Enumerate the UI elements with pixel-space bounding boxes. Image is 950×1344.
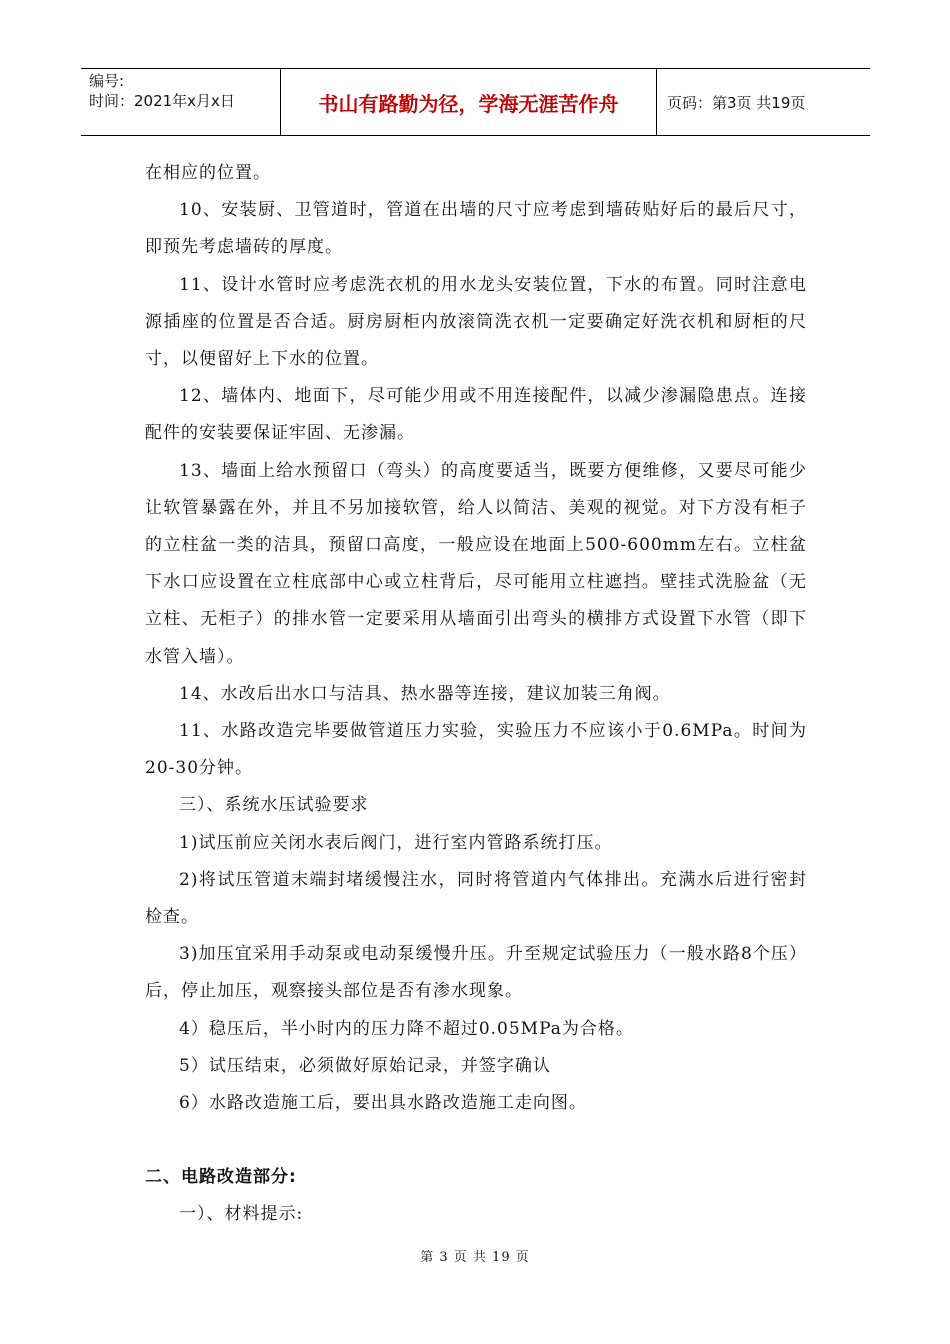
paragraph: 5）试压结束，必须做好原始记录，并签字确认: [179, 1055, 551, 1076]
paragraph: 11、水路改造完毕要做管道压力实验，实验压力不应该小于0.6MPa。时间为20-30分钟。: [145, 721, 807, 779]
page-footer: 第 3 页 共 19 页: [420, 1250, 530, 1265]
paragraph: 2)将试压管道末端封堵缓慢注水，同时将管道内气体排出。充满水后进行密封检查。: [145, 869, 807, 928]
paragraph: 10、安装厨、卫管道时，管道在出墙的尺寸应考虑到墙砖贴好后的最后尺寸，即预先考虑墙砖的厚度。: [145, 200, 807, 258]
header-meta: [81, 69, 281, 135]
document-date: 时间：2021年x月x日: [89, 92, 235, 110]
paragraph: 1)试压前应关闭水表后阀门，进行室内管路系统打压。: [179, 832, 613, 853]
paragraph: 6）水路改造施工后，要出具水路改造施工走向图。: [179, 1093, 587, 1114]
paragraph: 3)加压宜采用手动泵或电动泵缓慢升压。升至规定试验压力（一般水路8个压）后，停止加压，观察接头部位是否有渗水现象。: [145, 944, 807, 1002]
header-page-code: 页码：第3页 共19页: [667, 93, 806, 112]
paragraph: 11、设计水管时应考虑洗衣机的用水龙头安装位置，下水的布置。同时注意电源插座的位置是否合适。厨房厨柜内放滚筒洗衣机一定要确定好洗衣机和厨柜的尺寸，以便留好上下水的位置。: [145, 274, 807, 370]
header-motto: 书山有路勤为径，学海无涯苦作舟: [281, 69, 657, 135]
document-number-label: 编号:: [89, 72, 125, 90]
section-heading: 二、电路改造部分:: [145, 1167, 297, 1188]
page-header: [81, 68, 870, 136]
paragraph: 12、墙体内、地面下，尽可能少用或不用连接配件，以减少渗漏隐患点。连接配件的安装要保证牢固、无渗漏。: [145, 386, 807, 444]
subsection-heading: 一）、材料提示:: [179, 1204, 304, 1225]
paragraph: 14、水改后出水口与洁具、热水器等连接，建议加装三角阀。: [179, 683, 671, 704]
spacer: [145, 1122, 807, 1159]
paragraph: 在相应的位置。: [145, 163, 271, 183]
paragraph: 13、墙面上给水预留口（弯头）的高度要适当，既要方便维修，又要尽可能少让软管暴露在外，并且不另加接软管，给人以简洁、美观的视觉。对下方没有柜子的立柱盆一类的洁具，预留口高度，一般应设在地面上500-600mm左右。立柱盆下水口应设置在立柱底部中心或立柱背后，尽可能用立柱遮挡。壁挂式洗脸盆（无立柱、无柜子）的排水管一定要采用从墙面引出弯头的横排方式设置下水管（即下水管入墙）。: [145, 460, 807, 667]
paragraph: 4）稳压后，半小时内的压力降不超过0.05MPa为合格。: [179, 1018, 634, 1039]
subsection-heading: 三）、系统水压试验要求: [179, 795, 369, 816]
document-body: [145, 155, 807, 1234]
